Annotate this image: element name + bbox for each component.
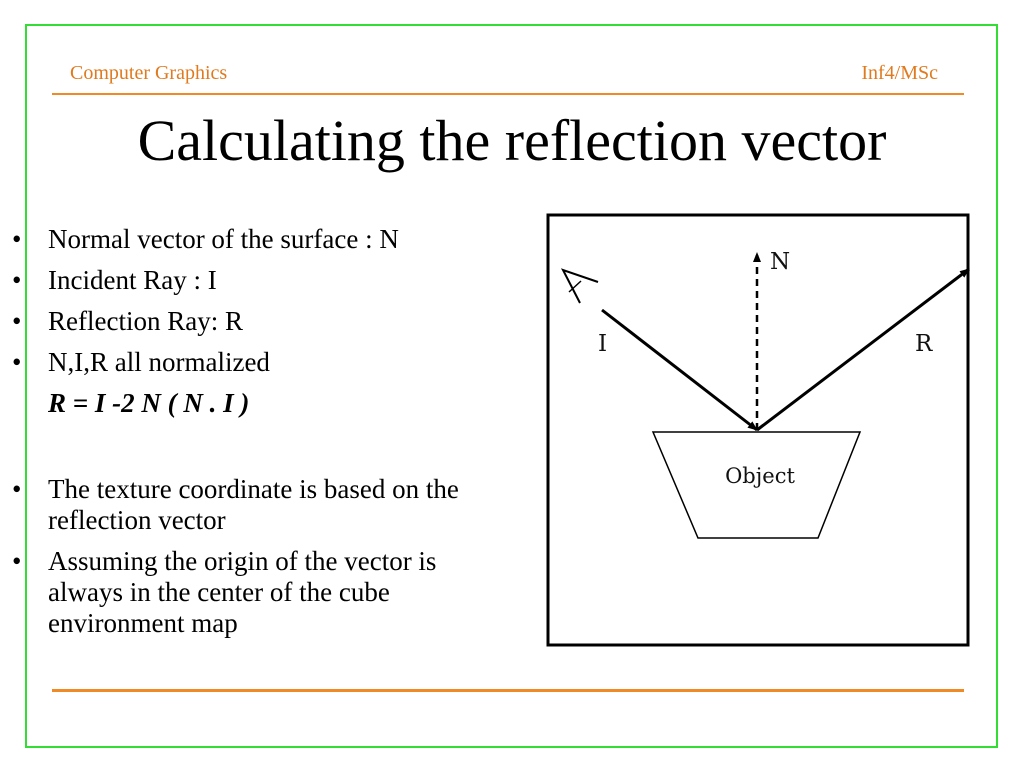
bullet-dot: • [12,546,22,576]
incident-label: I [598,331,608,357]
header-course-code: Inf4/MSc [861,62,938,84]
bullet-list [12,224,512,649]
object-label: Object [725,464,795,488]
reflection-label: R [915,331,933,357]
bullet-dot: • [12,224,22,254]
slide-title: Calculating the reflection vector [137,108,887,173]
bullet-text: Reflection Ray: R [48,306,243,336]
bullet-item [12,306,512,337]
header-rule [52,93,964,95]
bullet-text: Incident Ray : I [48,265,217,295]
bullet-item [12,347,512,378]
bullet-item [12,265,512,296]
bullet-item [12,224,512,255]
bullet-text: The texture coordinate is based on the reflection vector [48,474,459,535]
bullet-text: N,I,R all normalized [48,347,270,377]
bullet-text: Assuming the origin of the vector is always in the center of the cube environment map [48,546,437,638]
bullet-dot: • [12,306,22,336]
footer-rule [52,689,964,692]
bullet-text: Normal vector of the surface : N [48,224,399,254]
reflection-diagram [546,213,970,647]
header-course-title: Computer Graphics [70,62,228,84]
bullet-dot: • [12,347,22,377]
bullet-dot: • [12,474,22,504]
normal-label: N [770,249,791,275]
bullet-item [12,474,512,536]
reflection-formula: R = I -2 N ( N . I ) [48,388,250,418]
bullet-dot: • [12,265,22,295]
bullet-item [12,546,512,639]
